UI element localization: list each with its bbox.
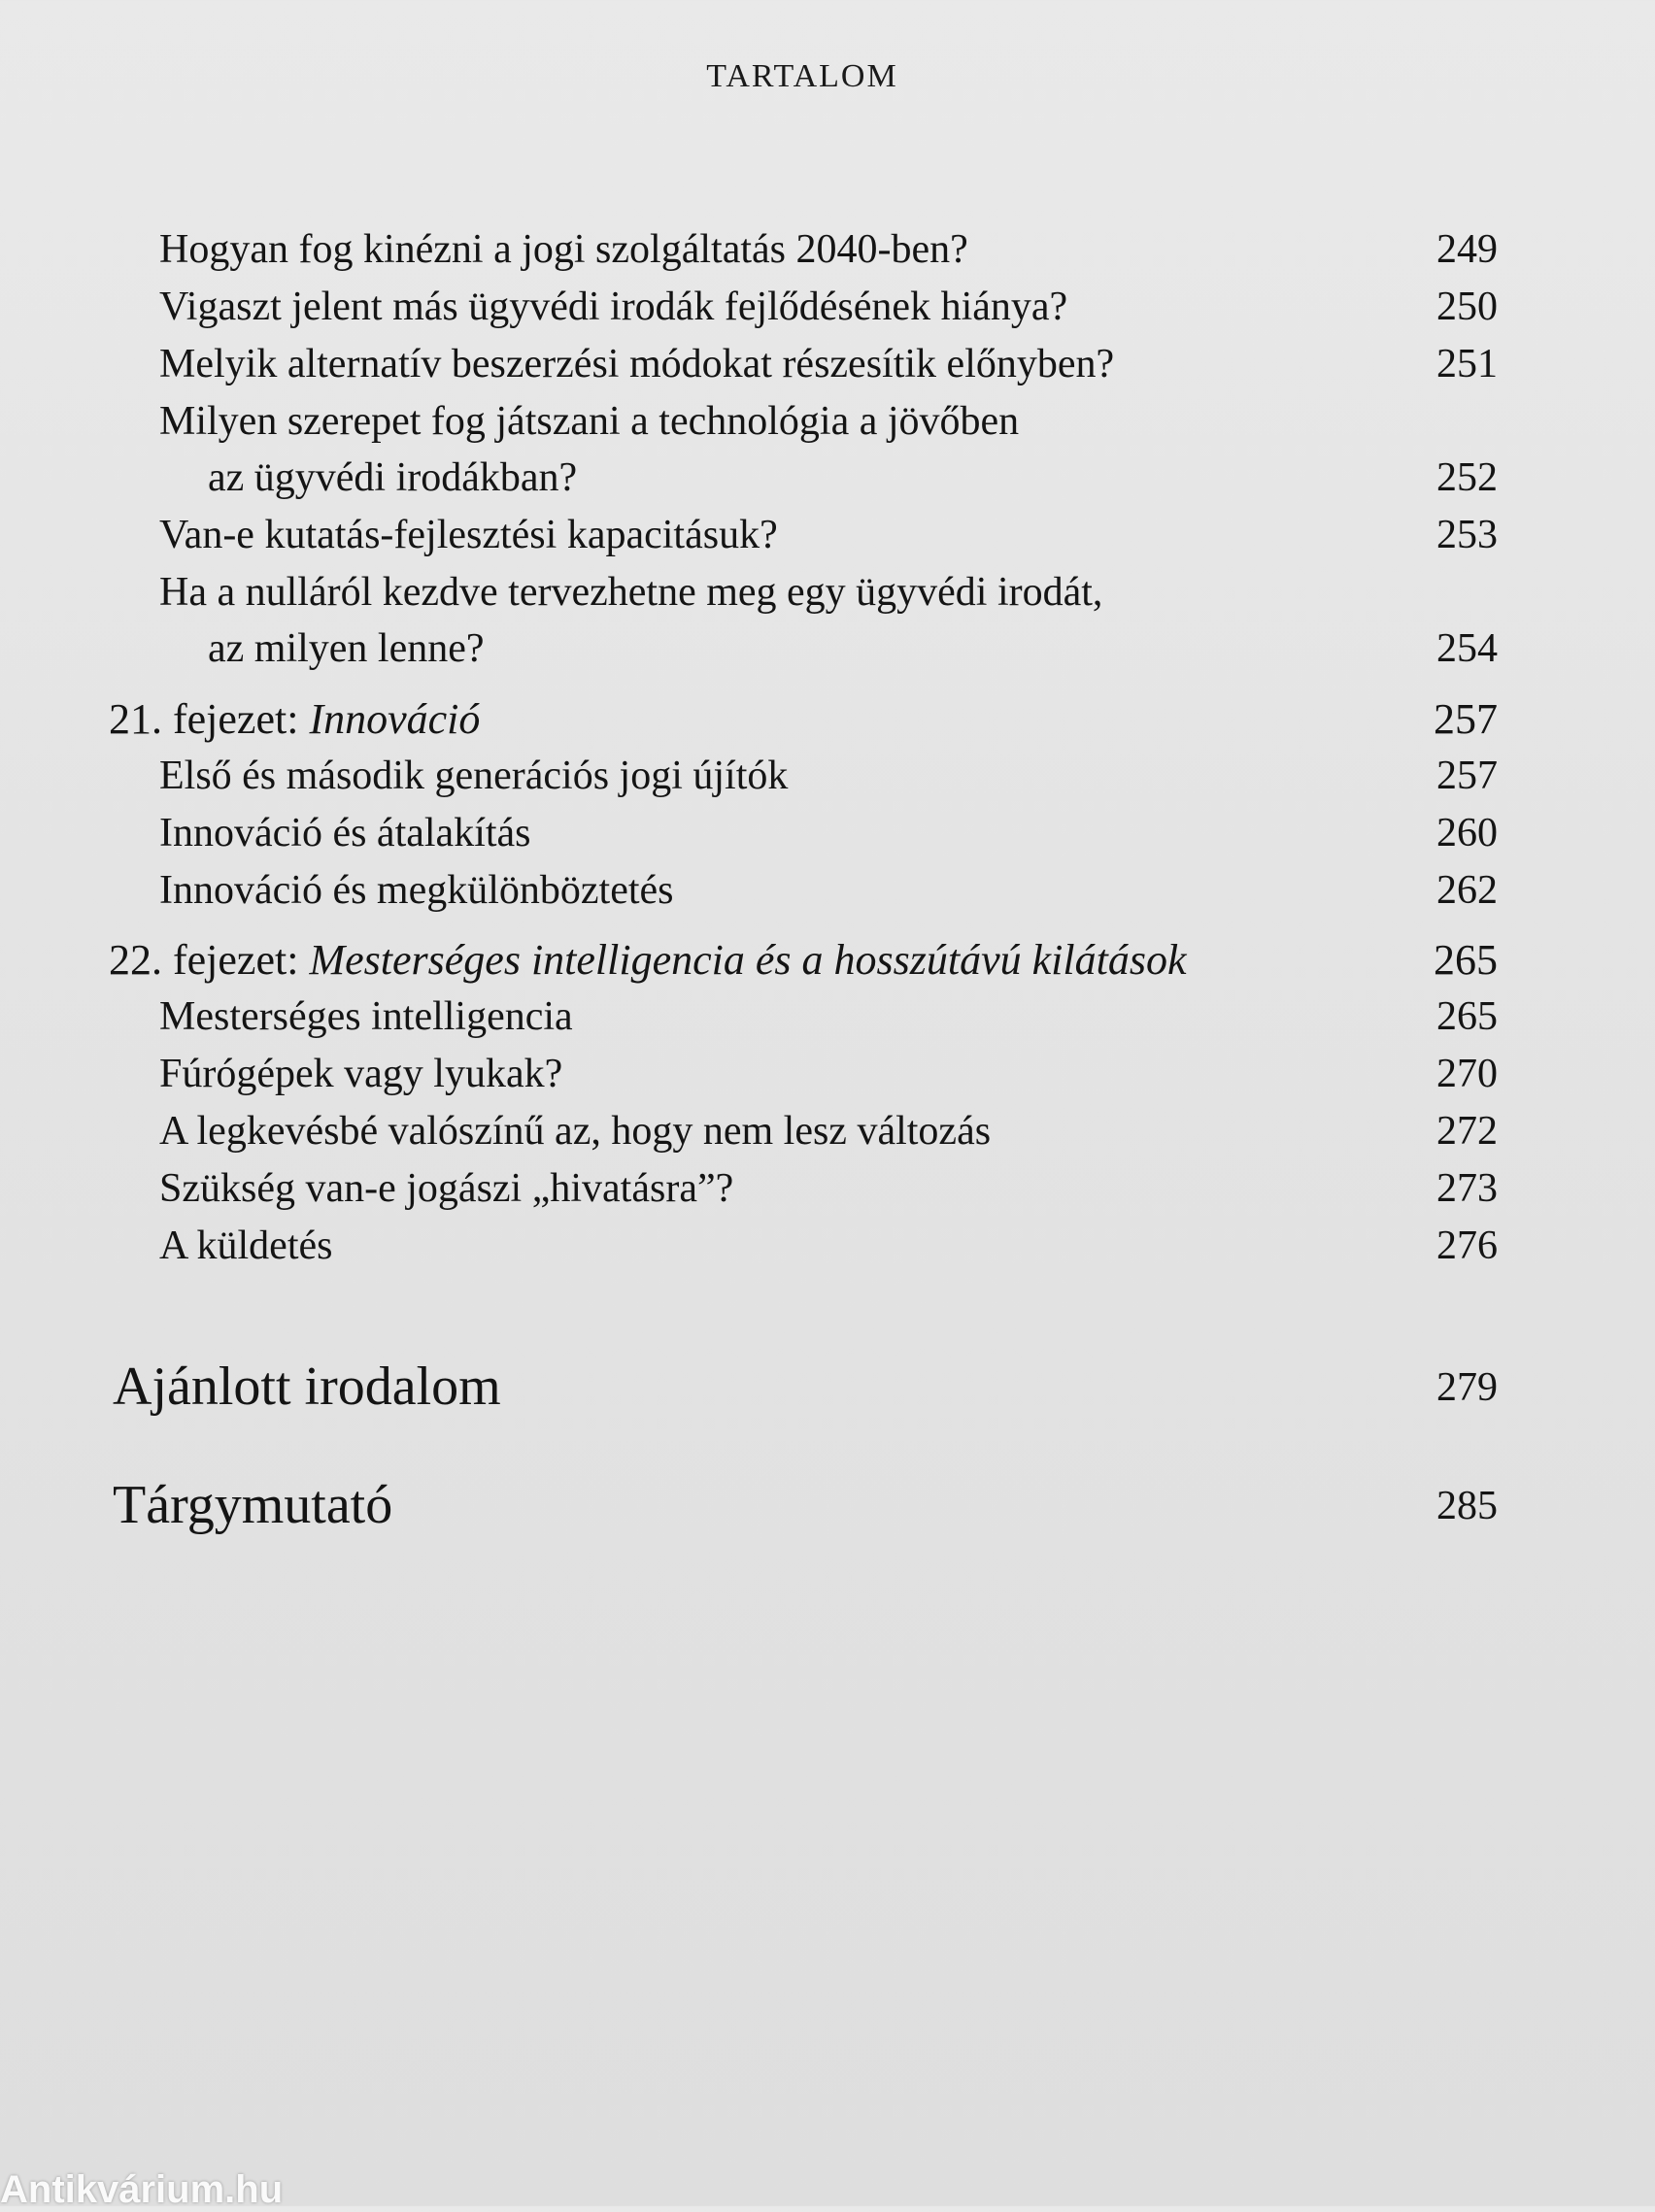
watermark: Antikvárium.hu: [0, 2168, 284, 2211]
toc-entry[interactable]: [0, 1222, 1655, 1280]
toc-entry-title: az milyen lenne?: [208, 626, 485, 671]
toc-entry-page: 262: [1436, 868, 1498, 913]
chapter-name: Innováció: [309, 695, 481, 743]
toc-section-title: Tárgymutató: [113, 1475, 393, 1535]
toc-entry-title: Milyen szerepet fog játszani a technológia a jövőben: [159, 399, 1020, 444]
toc-chapter-title: [109, 695, 480, 744]
toc-entry-page: 252: [1436, 455, 1498, 500]
toc-chapter-title: [109, 936, 1187, 985]
toc-section-index[interactable]: [0, 1474, 1655, 1542]
toc-entry-title: Hogyan fog kinézni a jogi szolgáltatás 2040-ben?: [159, 227, 968, 272]
toc-entry-title: az ügyvédi irodákban?: [208, 455, 578, 500]
toc-entry-title: Szükség van-e jogászi „hivatásra”?: [159, 1166, 734, 1211]
toc-entry-title: Mesterséges intelligencia: [159, 994, 573, 1039]
toc-entry-title: Vigaszt jelent más ügyvédi irodák fejlődésének hiánya?: [159, 285, 1068, 329]
chapter-number: 21. fejezet:: [109, 695, 310, 743]
toc-entry-page: 249: [1436, 227, 1498, 272]
toc-entry[interactable]: [0, 397, 1655, 455]
toc-entry[interactable]: [0, 283, 1655, 341]
toc-entry-title: A legkevésbé valószínű az, hogy nem lesz változás: [159, 1109, 992, 1154]
toc-entry[interactable]: [0, 866, 1655, 924]
chapter-name: Mesterséges intelligencia és a hosszútávú kilátások: [309, 936, 1187, 984]
toc-entry-page: 265: [1434, 936, 1498, 984]
toc-entry-page: 279: [1436, 1365, 1498, 1410]
toc-entry-title: Első és második generációs jogi újítók: [159, 754, 789, 798]
toc-entry[interactable]: [0, 752, 1655, 810]
toc-entry-page: 257: [1434, 695, 1498, 743]
toc-entry[interactable]: [0, 1164, 1655, 1223]
toc-entry-continuation[interactable]: [0, 453, 1655, 512]
toc-entry[interactable]: [0, 992, 1655, 1051]
toc-entry-title: Van-e kutatás-fejlesztési kapacitásuk?: [159, 513, 778, 557]
toc-entry-title: Innováció és átalakítás: [159, 811, 531, 855]
running-header: TARTALOM: [706, 58, 898, 94]
toc-entry-page: 254: [1436, 626, 1498, 671]
chapter-number: 22. fejezet:: [109, 936, 310, 984]
toc-chapter-22[interactable]: [0, 936, 1655, 994]
toc-entry-page: 260: [1436, 811, 1498, 855]
toc-entry-page: 265: [1436, 994, 1498, 1039]
toc-entry-page: 276: [1436, 1223, 1498, 1268]
toc-section-recommended-reading[interactable]: [0, 1356, 1655, 1424]
toc-entry[interactable]: [0, 1107, 1655, 1165]
toc-entry-title: Ha a nulláról kezdve tervezhetne meg egy ügyvédi irodát,: [159, 570, 1103, 615]
toc-entry-title: A küldetés: [159, 1223, 333, 1268]
toc-entry-page: 257: [1436, 754, 1498, 798]
toc-entry-page: 270: [1436, 1052, 1498, 1096]
toc-entry[interactable]: [0, 568, 1655, 626]
toc-entry[interactable]: [0, 511, 1655, 569]
toc-entry-continuation[interactable]: [0, 624, 1655, 683]
toc-entry-page: 253: [1436, 513, 1498, 557]
toc-section-title: Ajánlott irodalom: [113, 1357, 501, 1417]
toc-entry-title: Fúrógépek vagy lyukak?: [159, 1052, 563, 1096]
toc-entry[interactable]: [0, 809, 1655, 867]
toc-entry-page: 251: [1436, 342, 1498, 386]
toc-entry-title: Melyik alternatív beszerzési módokat részesítik előnyben?: [159, 342, 1115, 386]
toc-entry-page: 285: [1436, 1484, 1498, 1528]
toc-entry-page: 250: [1436, 285, 1498, 329]
toc-entry[interactable]: [0, 1050, 1655, 1108]
toc-entry-page: 273: [1436, 1166, 1498, 1211]
toc-entry-title: Innováció és megkülönböztetés: [159, 868, 674, 913]
toc-entry[interactable]: [0, 225, 1655, 284]
toc-chapter-21[interactable]: [0, 695, 1655, 754]
toc-entry-page: 272: [1436, 1109, 1498, 1154]
toc-entry[interactable]: [0, 340, 1655, 398]
